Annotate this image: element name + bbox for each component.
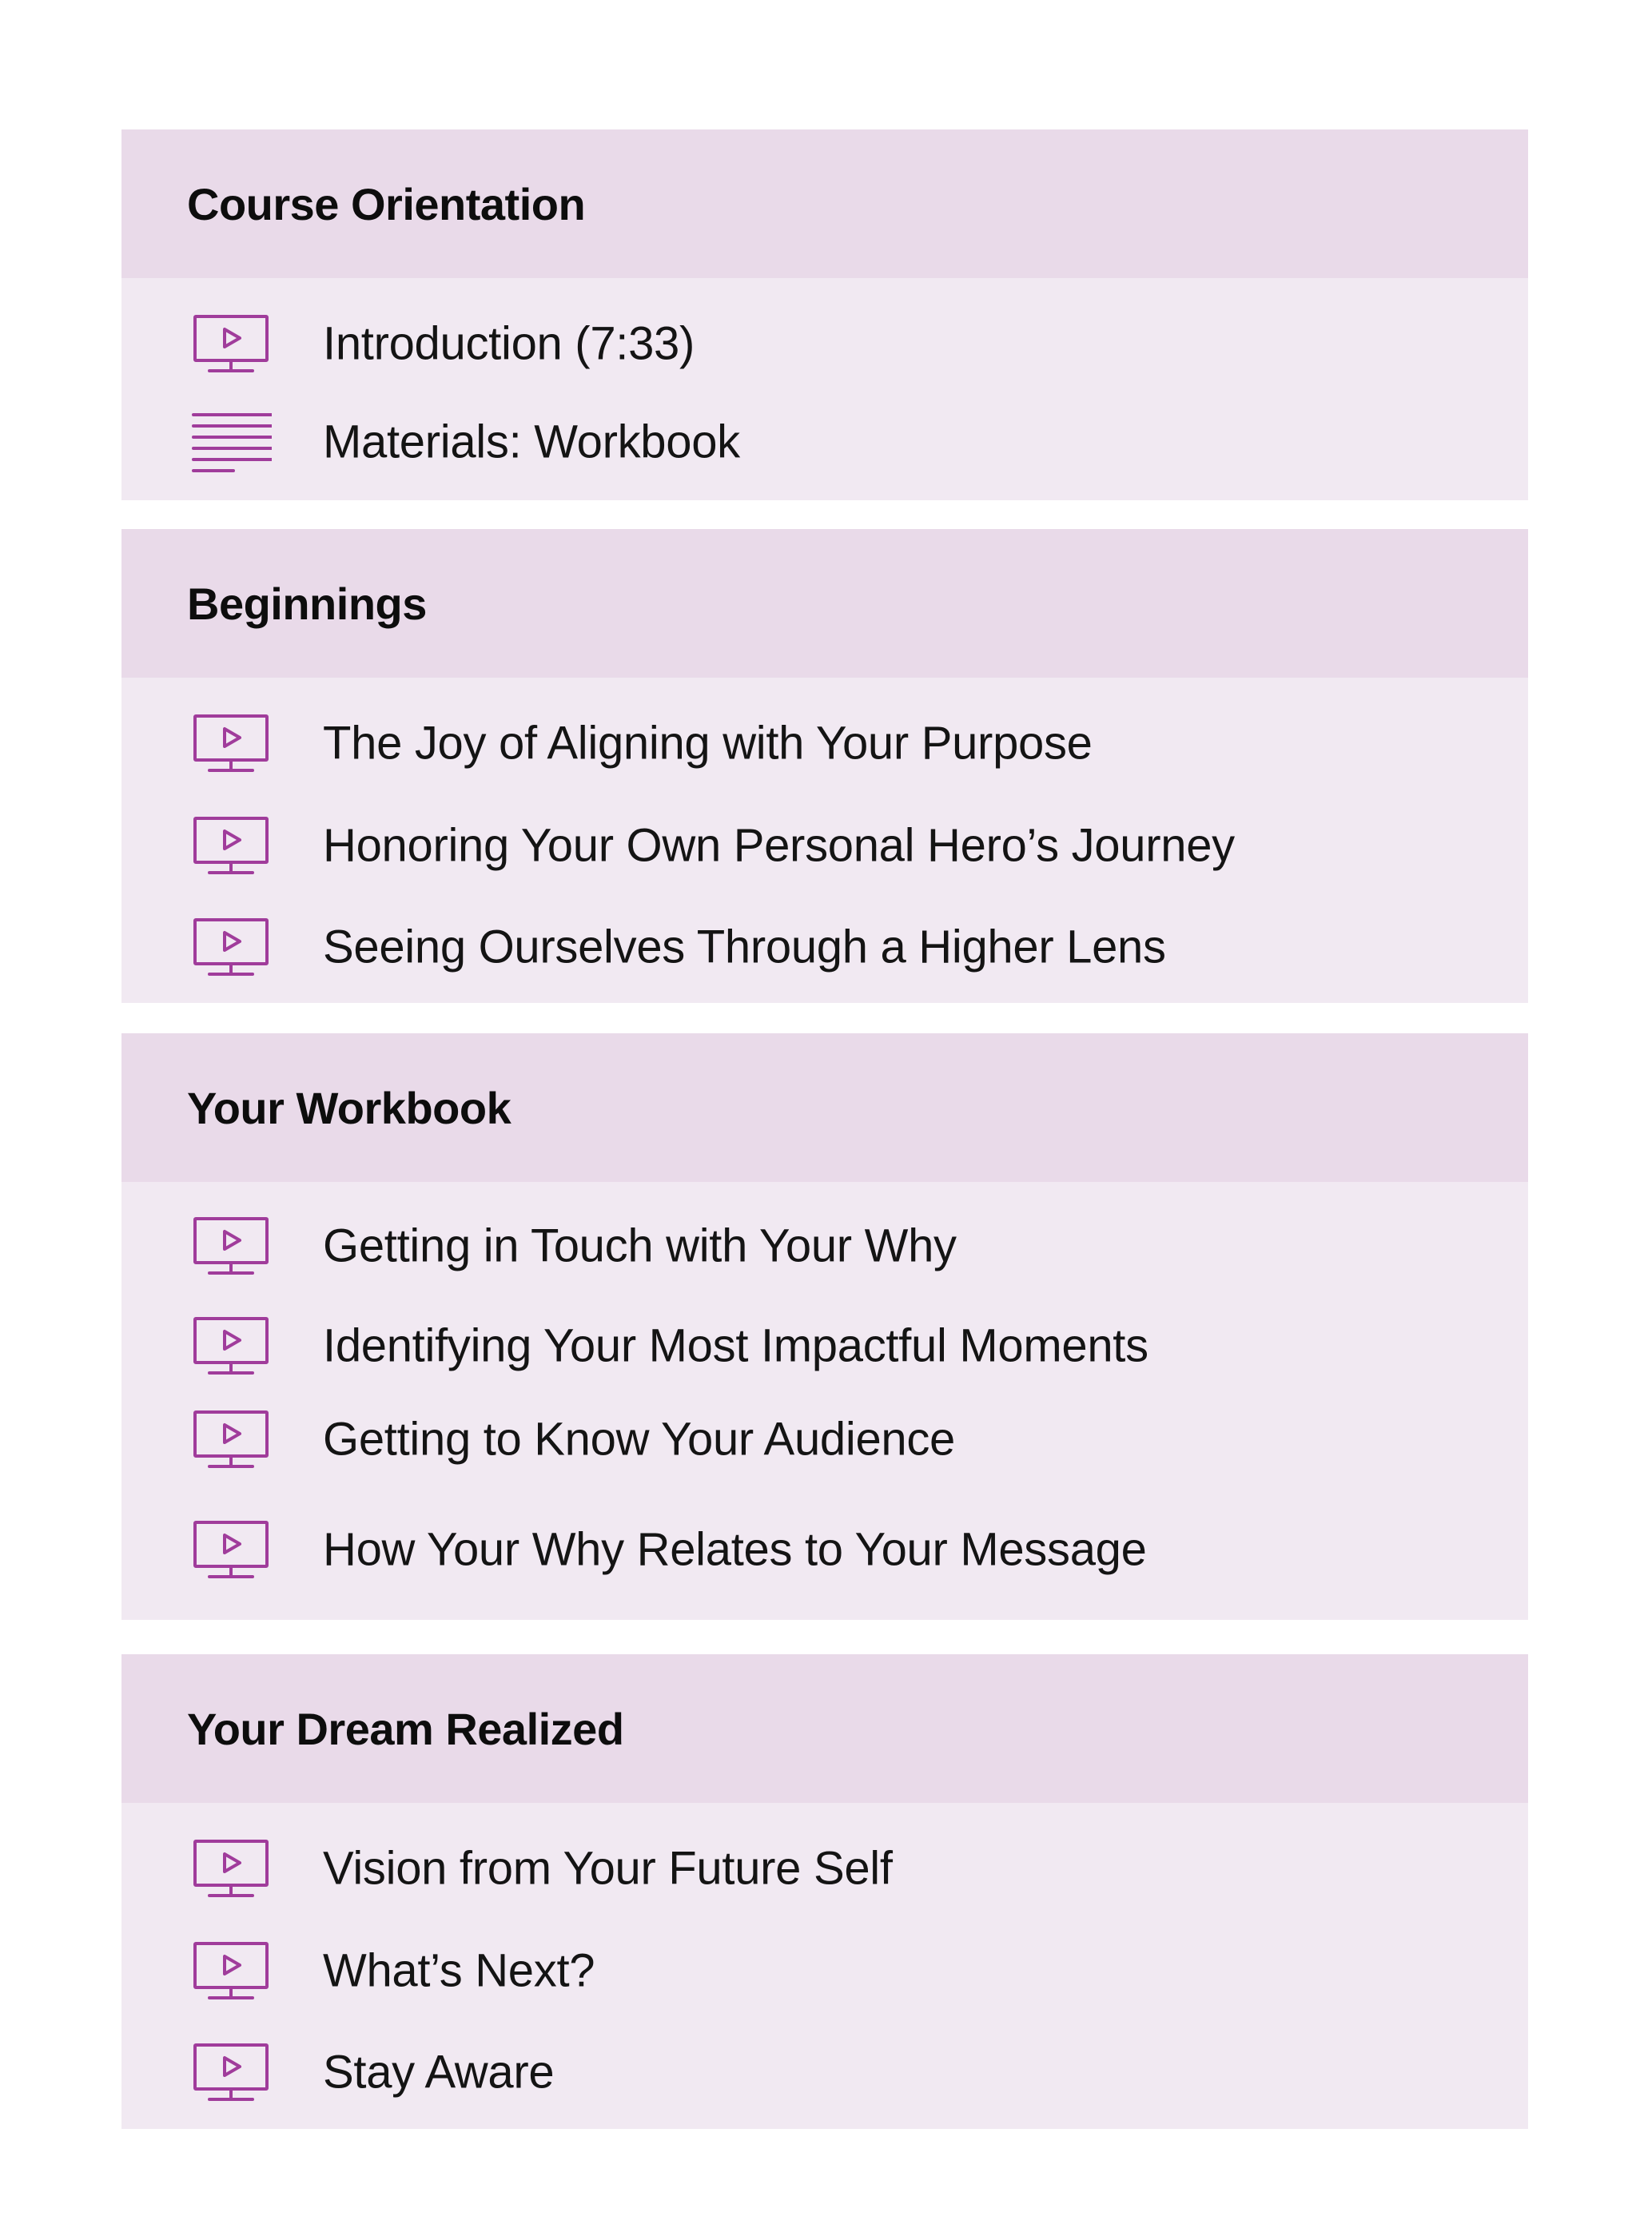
lesson-item-whats-next[interactable]: [121, 1939, 1528, 2003]
video-monitor-icon: [192, 1407, 272, 1471]
section-body: [121, 1182, 1528, 1620]
section-title: Your Dream Realized: [187, 1703, 624, 1754]
section-course-orientation: [121, 129, 1528, 500]
video-monitor-icon: [192, 1939, 272, 2003]
section-header[interactable]: [121, 1654, 1528, 1803]
lesson-item-touch-with-why[interactable]: [121, 1214, 1528, 1278]
lesson-item-materials-workbook[interactable]: [121, 410, 1528, 474]
document-lines-icon: [192, 410, 272, 474]
video-monitor-icon: [192, 1314, 272, 1378]
lesson-label: Stay Aware: [323, 2046, 555, 2099]
lesson-label: Getting in Touch with Your Why: [323, 1219, 957, 1272]
video-monitor-icon: [192, 711, 272, 775]
section-your-workbook: [121, 1033, 1528, 1620]
lesson-label: Identifying Your Most Impactful Moments: [323, 1319, 1148, 1372]
lesson-item-joy-of-aligning[interactable]: [121, 711, 1528, 775]
lesson-item-higher-lens[interactable]: [121, 915, 1528, 979]
lesson-label: The Joy of Aligning with Your Purpose: [323, 717, 1093, 770]
lesson-item-stay-aware[interactable]: [121, 2040, 1528, 2104]
section-body: [121, 278, 1528, 500]
section-beginnings: [121, 529, 1528, 1003]
section-title: Your Workbook: [187, 1082, 512, 1133]
section-header[interactable]: [121, 129, 1528, 278]
lesson-item-know-audience[interactable]: [121, 1407, 1528, 1471]
section-your-dream-realized: [121, 1654, 1528, 2129]
lesson-item-heros-journey[interactable]: [121, 814, 1528, 877]
section-header[interactable]: [121, 529, 1528, 678]
lesson-label: Honoring Your Own Personal Hero’s Journey: [323, 819, 1235, 872]
section-body: [121, 1803, 1528, 2129]
video-monitor-icon: [192, 915, 272, 979]
section-body: [121, 678, 1528, 1003]
lesson-label: Vision from Your Future Self: [323, 1842, 893, 1895]
lesson-label: How Your Why Relates to Your Message: [323, 1523, 1147, 1576]
lesson-label: Introduction (7:33): [323, 317, 695, 370]
section-title: Course Orientation: [187, 178, 586, 229]
lesson-item-why-relates-message[interactable]: [121, 1518, 1528, 1582]
lesson-label: Seeing Ourselves Through a Higher Lens: [323, 921, 1166, 973]
video-monitor-icon: [192, 1836, 272, 1900]
lesson-label: What’s Next?: [323, 1944, 595, 1997]
video-monitor-icon: [192, 814, 272, 877]
lesson-item-vision-future-self[interactable]: [121, 1836, 1528, 1900]
video-monitor-icon: [192, 1214, 272, 1278]
lesson-label: Getting to Know Your Audience: [323, 1413, 956, 1466]
video-monitor-icon: [192, 2040, 272, 2104]
video-monitor-icon: [192, 1518, 272, 1582]
lesson-item-introduction[interactable]: [121, 312, 1528, 376]
lesson-item-impactful-moments[interactable]: [121, 1314, 1528, 1378]
lesson-label: Materials: Workbook: [323, 416, 740, 468]
section-header[interactable]: [121, 1033, 1528, 1182]
section-title: Beginnings: [187, 578, 427, 629]
video-monitor-icon: [192, 312, 272, 376]
